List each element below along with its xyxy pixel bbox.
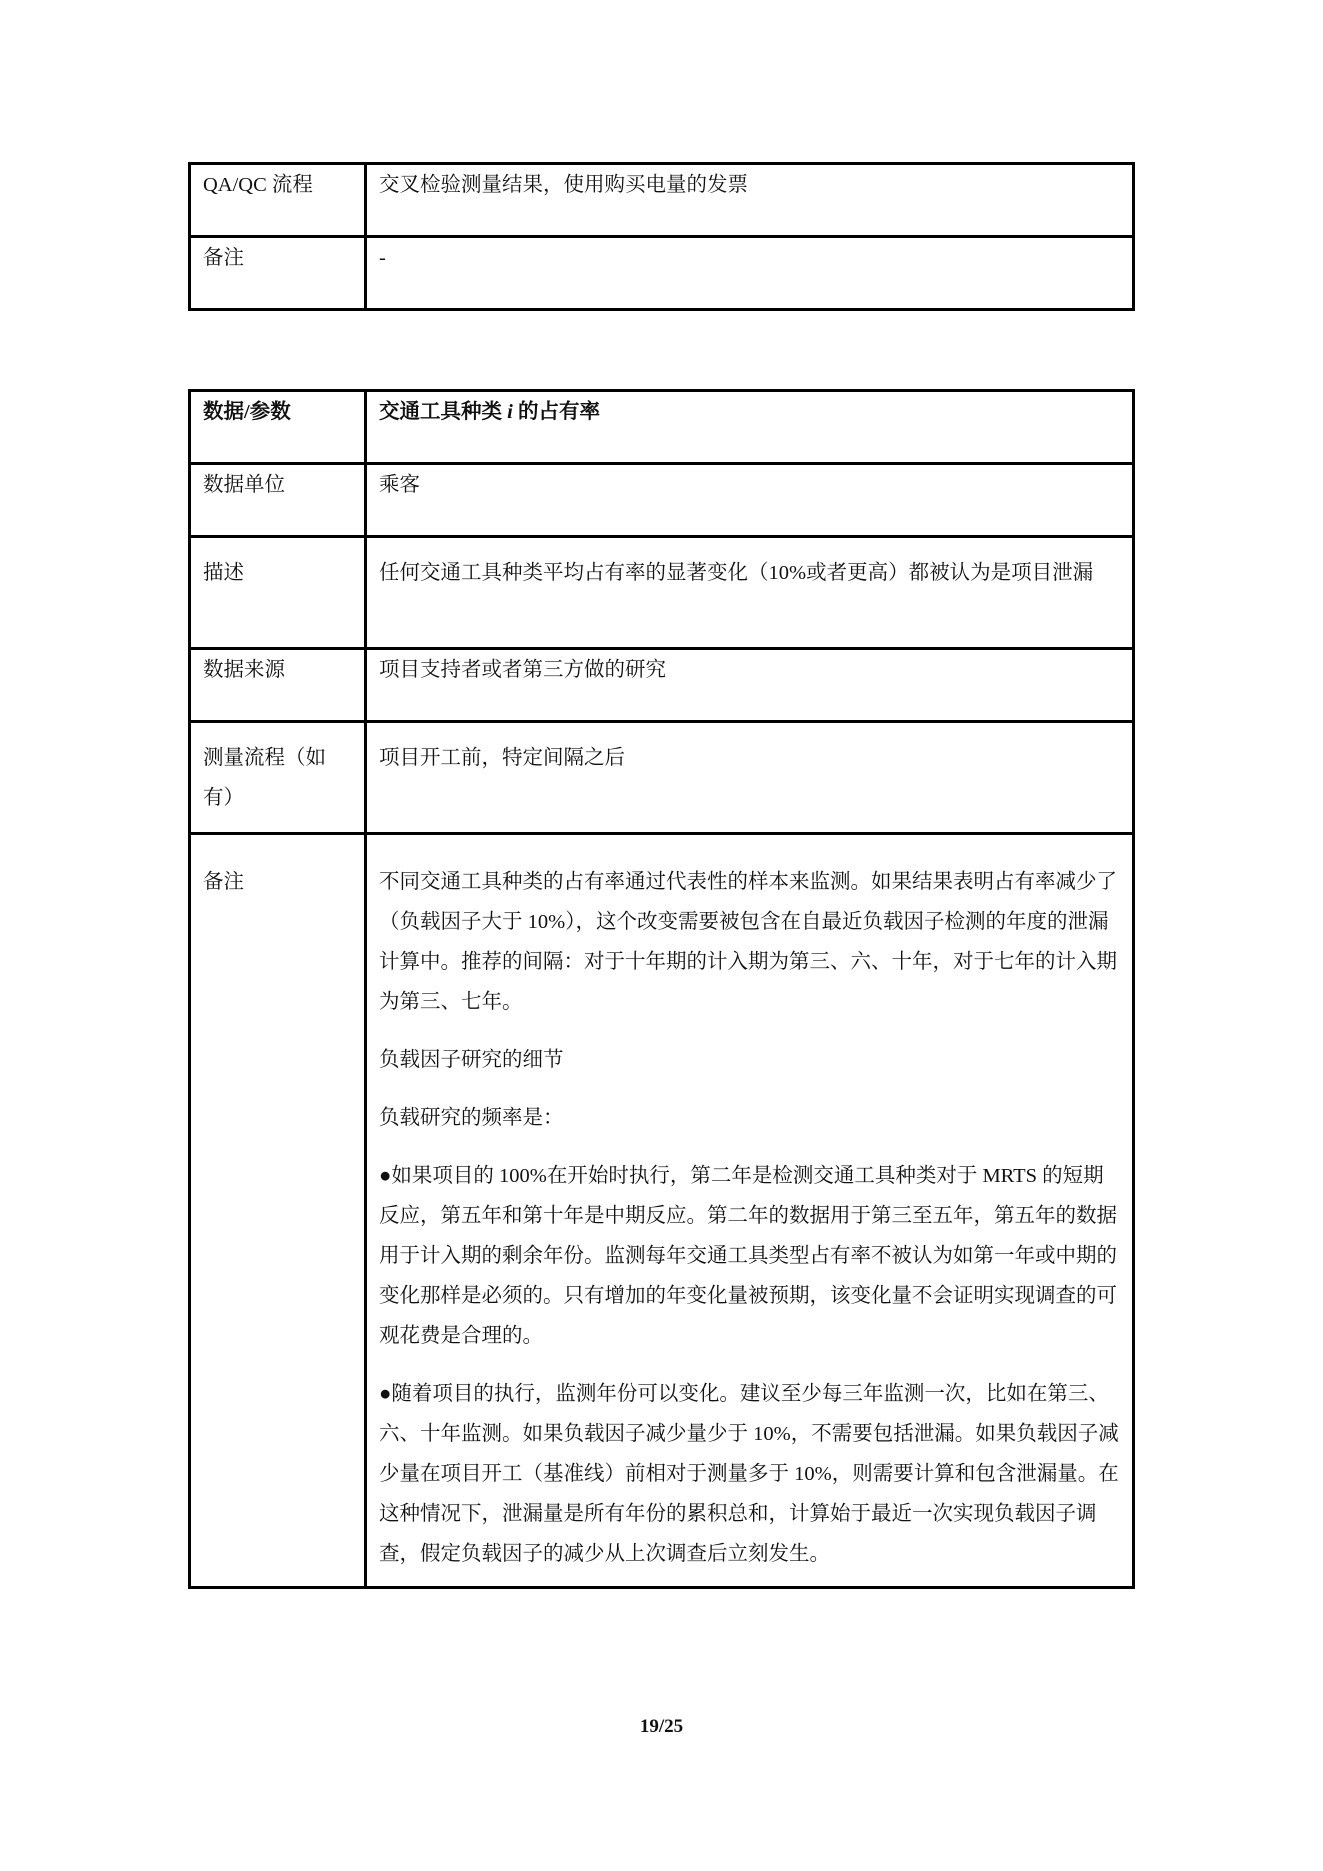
table-row	[190, 464, 1134, 537]
row-key: 测量流程（如有）	[190, 722, 366, 834]
remarks-paragraph: 不同交通工具种类的占有率通过代表性的样本来监测。如果结果表明占有率减少了（负载因子大于 10%），这个改变需要被包含在自最近负载因子检测的年度的泄漏计算中。推荐的间隔：对于十年期的计入期为第三、六、十年，对于七年的计入期为第三、七年。	[379, 871, 1117, 1013]
row-key: 数据来源	[190, 649, 366, 722]
remarks-paragraph: 负载因子研究的细节	[379, 1049, 564, 1071]
qaqc-table	[188, 162, 1135, 311]
row-value: 项目开工前，特定间隔之后	[366, 722, 1134, 834]
row-key: 备注	[190, 237, 366, 310]
page-number: 19/25	[639, 1716, 684, 1737]
header-value-variable: i	[507, 401, 513, 423]
table-header-row	[190, 391, 1134, 464]
table-row	[190, 649, 1134, 722]
table-row-remarks	[190, 834, 1134, 1588]
row-key: 描述	[190, 537, 366, 649]
row-key: 数据单位	[190, 464, 366, 537]
table-row	[190, 237, 1134, 310]
table-row	[190, 537, 1134, 649]
row-value: 乘客	[366, 464, 1134, 537]
row-key: 备注	[190, 834, 366, 1588]
row-value: 项目支持者或者第三方做的研究	[366, 649, 1134, 722]
remarks-cell	[366, 834, 1134, 1588]
table-row	[190, 722, 1134, 834]
row-key: QA/QC 流程	[190, 164, 366, 237]
parameter-table	[188, 389, 1135, 1589]
row-value: -	[366, 237, 1134, 310]
header-value	[366, 391, 1134, 464]
remarks-paragraph: 负载研究的频率是：	[379, 1107, 564, 1129]
row-value: 任何交通工具种类平均占有率的显著变化（10%或者更高）都被认为是项目泄漏	[366, 537, 1134, 649]
table-row	[190, 164, 1134, 237]
header-value-prefix: 交通工具种类	[379, 401, 508, 423]
remarks-paragraph: ●随着项目的执行，监测年份可以变化。建议至少每三年监测一次，比如在第三、六、十年监测。如果负载因子减少量少于 10%，不需要包括泄漏。如果负载因子减少量在项目开工（基准线）前相对于测量多于 10%，则需要计算和包含泄漏量。在这种情况下，泄漏量是所有年份的累积总和，计算始于最近一次实现负载因子调查，假定负载因子的减少从上次调查后立刻发生。	[379, 1383, 1119, 1565]
remarks-paragraph: ●如果项目的 100%在开始时执行，第二年是检测交通工具种类对于 MRTS 的短期反应，第五年和第十年是中期反应。第二年的数据用于第三至五年，第五年的数据用于计入期的剩余年份。监测每年交通工具类型占有率不被认为如第一年或中期的变化那样是必须的。只有增加的年变化量被预期，该变化量不会证明实现调查的可观花费是合理的。	[379, 1165, 1117, 1347]
row-value: 交叉检验测量结果，使用购买电量的发票	[366, 164, 1134, 237]
header-key: 数据/参数	[190, 391, 366, 464]
header-value-suffix: 的占有率	[512, 401, 600, 423]
